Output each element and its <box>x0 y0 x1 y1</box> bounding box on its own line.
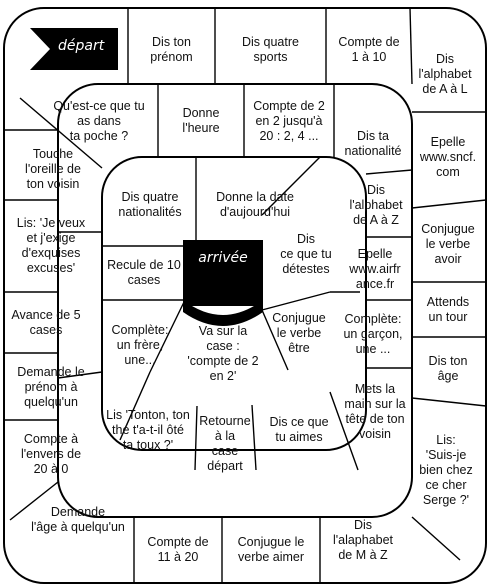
cell-32: Dis quatre nationalités <box>118 190 182 219</box>
cell-08: Dis ton âge <box>428 354 468 383</box>
cell-04: Dis l'alphabet de A à L <box>418 51 472 96</box>
cell-10: Dis l'alaphabet de M à Z <box>332 517 394 562</box>
cell-25: Complète: un garçon, une ... <box>343 311 403 356</box>
cell-16: Avance de 5 cases <box>11 308 81 337</box>
cell-21: Compte de 2 en 2 jusqu'à 20 : 2, 4 ... <box>253 98 325 143</box>
cell-20: Donne l'heure <box>182 106 220 135</box>
cell-01: Dis ton prénom <box>150 35 193 64</box>
cell-23: Dis l'alphabet de A à Z <box>349 182 403 227</box>
cell-29: Lis 'Tonton, ton thé t'a-t-il ôté ta toux ?' <box>106 407 190 452</box>
cell-28: Retourne à la case départ <box>199 414 251 473</box>
cell-11: Conjugue le verbe aimer <box>237 535 305 564</box>
cell-24: Epelle www.airfr ance.fr <box>349 246 401 291</box>
start-label: départ <box>58 38 105 54</box>
cell-14: Compte à l'envers de 20 à 0 <box>20 431 82 476</box>
cell-09: Lis: 'Suis-je bien chez ce cher Serge ?' <box>419 432 473 507</box>
cell-06: Conjugue le verbe avoir <box>421 221 475 266</box>
cell-33: Donne la date d'aujourd'hui <box>216 190 294 219</box>
cell-03: Compte de 1 à 10 <box>338 35 400 64</box>
cell-13: Demande l'âge à quelqu'un <box>31 505 125 534</box>
cell-19: Qu'est-ce que tu as dans ta poche ? <box>53 98 145 143</box>
cell-34: Dis ce que tu détestes <box>280 231 332 276</box>
cell-05: Epelle www.sncf. com <box>419 134 477 179</box>
cell-36: Va sur la case : 'compte de 2 en 2' <box>187 324 259 383</box>
cell-12: Compte de 11 à 20 <box>147 535 209 564</box>
cell-31: Recule de 10 cases <box>107 258 181 287</box>
cell-02: Dis quatre sports <box>242 35 299 64</box>
cell-18: Touche l'oreille de ton voisin <box>25 146 81 191</box>
cell-27: Dis ce que tu aimes <box>269 415 329 444</box>
finish-label: arrivée <box>198 250 248 266</box>
cell-07: Attends un tour <box>426 294 470 324</box>
cell-35: Conjugue le verbe être <box>272 310 326 355</box>
cell-22: Dis ta nationalité <box>344 129 402 158</box>
cell-30: Complète: un frère, une... <box>111 322 169 367</box>
cell-17: Lis: 'Je veux et j'exige d'exquises excuses' <box>16 216 86 275</box>
cell-15: Demande le prénom à quelqu'un <box>17 364 85 409</box>
cell-26: Mets la main sur la tête de ton voisin <box>344 382 406 441</box>
